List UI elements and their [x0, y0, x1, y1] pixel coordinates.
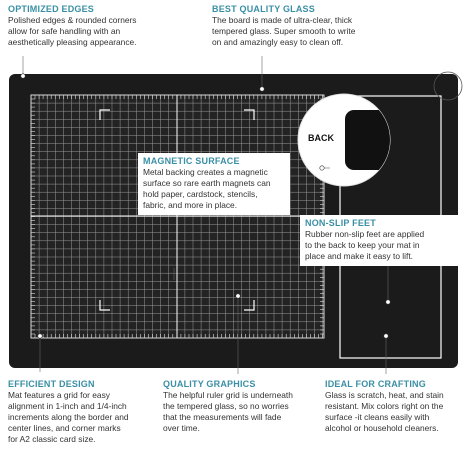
callout-body	[143, 167, 285, 211]
callout-title: IDEAL FOR CRAFTING	[325, 379, 426, 389]
callout-line: hold paper, cardstock, stencils,	[143, 189, 258, 199]
callout-title: BEST QUALITY GLASS	[212, 4, 315, 14]
callout-body	[8, 390, 148, 445]
callout-line: place and make it easy to lift.	[305, 251, 413, 261]
callout-efficient-design	[8, 379, 148, 445]
callout-line: Rubber non-slip feet are applied	[305, 229, 425, 239]
callout-title: QUALITY GRAPHICS	[163, 379, 256, 389]
callout-line: allow for safe handling with an	[8, 26, 121, 36]
callout-body	[305, 229, 455, 262]
callout-line: increments along the border and	[8, 412, 129, 422]
callout-body	[325, 390, 465, 434]
callout-line: on and amazingly easy to clean off.	[212, 37, 344, 47]
callout-line: for A2 classic card size.	[8, 434, 96, 444]
callout-line: aesthetically pleasing appearance.	[8, 37, 137, 47]
callout-line: surface -it cleans easily with	[325, 412, 430, 422]
callout-line: Mat features a grid for easy	[8, 390, 110, 400]
callout-line: alcohol or household cleaners.	[325, 423, 439, 433]
callout-body	[212, 15, 387, 48]
callout-line: Metal backing creates a magnetic	[143, 167, 268, 177]
callout-line: that the measurements will fade	[163, 412, 282, 422]
callout-best-quality-glass	[212, 4, 387, 48]
callout-line: center lines, and corner marks	[8, 423, 121, 433]
callout-optimized-edges	[8, 4, 168, 48]
callout-line: over time.	[163, 423, 200, 433]
callout-line: to the back to keep your mat in	[305, 240, 420, 250]
callout-line: surface so rare earth magnets can	[143, 178, 271, 188]
callout-title: OPTIMIZED EDGES	[8, 4, 95, 14]
callout-line: The board is made of ultra-clear, thick	[212, 15, 353, 25]
callout-line: alignment in 1-inch and 1/4-inch	[8, 401, 127, 411]
callout-non-slip-feet	[300, 215, 460, 266]
callout-line: fabric, and more in place.	[143, 200, 238, 210]
callout-magnetic-surface	[138, 153, 290, 215]
callout-line: the tempered glass, so no worries	[163, 401, 289, 411]
callout-ideal-for-crafting	[325, 379, 465, 434]
callout-body	[163, 390, 313, 434]
callout-body	[8, 15, 168, 48]
callout-line: resistant. Mix colors right on the	[325, 401, 444, 411]
callout-title: EFFICIENT DESIGN	[8, 379, 95, 389]
callout-title: MAGNETIC SURFACE	[143, 156, 240, 166]
callout-line: The helpful ruler grid is underneath	[163, 390, 293, 400]
back-label: BACK	[308, 133, 334, 143]
callout-line: Glass is scratch, heat, and stain	[325, 390, 444, 400]
callout-line: Polished edges & rounded corners	[8, 15, 137, 25]
callout-quality-graphics	[163, 379, 313, 434]
callout-line: tempered glass. Super smooth to write	[212, 26, 356, 36]
callout-title: NON-SLIP FEET	[305, 218, 376, 228]
